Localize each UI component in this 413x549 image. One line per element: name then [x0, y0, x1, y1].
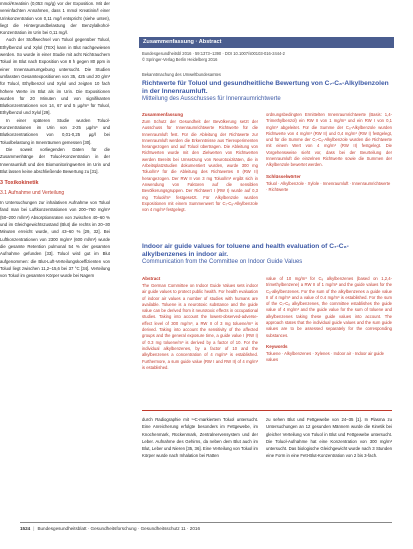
- english-subtitle: Communication from the Committee on Indoor Guide Values: [142, 258, 303, 265]
- subsection-heading: 3.1 Aufnahme und Verteilung: [0, 190, 65, 197]
- english-abstract-left: [142, 276, 258, 371]
- english-keywords: Toluene · Alkylbenzenes · Xylenes · Indoor air · Indoor air guide values: [266, 350, 385, 363]
- body-right-text: zu sehen Blut und Fettgewebe von 24–35 [1]. In Plasma zu Untersuchungen an 12 gesunden Männern wurde die Kinetik bei gleicher Verteilung von Toluol in Blut und Fettgewebe untersucht. Die Toluol-Aufnahme hat eine Konzentration von 300 mg/m³ untersucht. Das biologische Gleichgewicht wurde nach 3 Stunden eine Form in eine Fett-Blut-Konzentration von 2 bis 3-fach.: [266, 417, 392, 459]
- left-column: [0, 0, 110, 279]
- citation-line-1: Bundesgesundheitsbl 2016 · 59:1373–1390 · DOI 10.1007/s00103-016-2444-2: [142, 51, 285, 56]
- left-para-2: Auch der Stoffwechsel von Toluol gegenüber Toluol, Ethylbenzol und Xylol (TEX) kann in Blut nachgewiesen werden. So wurde in einer Studie mit acht Nichtrauchern Toluol im Blut nach Exposition von 8 h gegen 80 ppm in einer Innenraumumgebung untersucht. Die Studien umfassten Gesamtexpositionen von 35, 425 und 20 g/m³ für Toluol, Ethylbenzol und Xylol und zeigten 10 fach höhere Werte im Blut als im Urin. Die Expositionen wurden für 20 Minuten und von signifikanten Blutkonzentrationen von 14, 67 und 5 µg/m³ für Toluol, Ethylbenzol und Xylol [29].: [0, 37, 110, 116]
- german-abstract-label: Zusammenfassung: [142, 112, 184, 117]
- german-abstract-left: [142, 112, 258, 213]
- english-abstract-right: [266, 276, 392, 364]
- citation-line-2: © Springer-Verlag Berlin Heidelberg 2016: [142, 57, 218, 63]
- body-right-column: [266, 416, 392, 460]
- citation: [142, 51, 382, 63]
- abstract-banner: [139, 37, 394, 48]
- german-abstract-text-left: Zum Schutz der Gesundheit der Bevölkerung setzt der Ausschuss für Innenraumrichtwerte Richtwerte für die Innenraumluft fest. Für die Ableitung der Richtwerte zur Innenraumluft werden die Erkenntnisse aus Tierexperimenten herangezogen und auf Toluol übertragen. Die Ableitung von Richtwerten wurde mit den Zielwerten von Richtwerten werden Bereits bei Umsetzung von Neurotoxizitäten, die in Arbeitsplatzstudien dokumentiert wurden, wurde 300 mg Toluol/m³ für die Ableitung des Richtwertes II (RW II) herangezogen. Der RW II von 3 mg Toluol/m³ ergibt sich in Anwendung von Faktoren auf die sensiblen Bevölkerungsgruppen. Der Richtwert I (RW I) wurde auf 0,3 mg Toluol/m³ festgesetzt. Für Alkylbenzole wurden Expositionen mit einem Summenwert für C₇-C₈-Alkylbenzole von 4 mg/m³ festgelegt.: [142, 119, 258, 213]
- abstract-divider: [142, 410, 392, 411]
- left-para-3: In einer späteren Studie wurden Toluol-Konzentrationen im Urin von 2-25 µg/m³ und Blutkonzentrationen von 0,01-0,25 µg/l bei Toluolbelastung in Innenräumen gemessen [30].: [0, 117, 110, 145]
- english-abstract-text-right: value of 10 mg/m³ for C₉ alkylbenzenes (based on 1,2,4-trimethylbenzene) a RW II of 1 mg/m³ and the guide values for the C₉-alkylbenzenes. For the sum of the alkylbenzenes a guide value II of 4 mg/m³ and a value of 0.4 mg/m³ is established. For the sum of the C₇-C₈ alkylbenzenes, the committee establishes the guide value of 4 mg/m³ and the guide value for the sum of toluene and alkylbenzenes taking these guide values into account. The approach states that the individual guide values and the sum guide values are to be assessed separately for the corresponding substances.: [266, 276, 392, 338]
- german-keywords-label: Schlüsselwörter: [266, 173, 301, 179]
- banner-label: Zusammenfassung · Abstract: [143, 39, 222, 45]
- page-footer: [20, 526, 200, 531]
- left-para-5: In Untersuchungen zur inhalativen Aufnahme von Toluol fand man bei Luftkonzentrationen von 200–760 mg/m³ (50–200 ml/m³) Absorptionsraten von zwischen 40–60 % und im Gleichgewichtszustand (Blut) die rechts im 20–30 Minuten erreicht wurde, und 43–60 % [29, 32]. Bei Luftkonzentrationen von 2300 mg/m³ (600 ml/m³) wurde die gesamte Retention pulmonal 54 % der gesamten Aufnahme gefunden [33]. Toluol wird gut im Blut aufgenommen: die Blut-Luft-Verteilungskoeffizienten von Toluol liegt zwischen 11,2–15,6 bei 37 °C [34]. Verteilung von Toluol im gesamten Körper wurde bei Nagern: [0, 200, 110, 279]
- english-abstract-text-left: The German Committee on Indoor Guide Values sets indoor air guide values to protect public health. For health evaluation of indoor air values a number of studies with humans are available. Toluene is a neurotoxic substance and the guide value can be derived from it neurotoxic effects in occupational studies. Taking into account the lowest-observed-adverse-effect level of 300 mg/m³, a RW II of 3 mg toluene/m³ is derived. Taking into account the sensitivity of the affected groups and the general exposure time, a guide value I (RW I) of 0.3 mg toluene/m³ is derived by a factor of 10. For the individual alkylbenzenes, by a factor of 10 and the alkylbenzenes a concentration of 4 mg/m³ is established. Furthermore, a sum guide value (RW I and RW II) of 4 mg/m³ is established.: [142, 283, 258, 370]
- section-heading: 3 Toxikokinetik: [0, 180, 39, 187]
- body-middle-column: [142, 416, 258, 460]
- page-number: 1524: [20, 526, 31, 531]
- german-subtitle: Mitteilung des Ausschusses für Innenraumrichtwerte: [142, 95, 281, 102]
- german-keywords: Toluol · Alkylbenzole · Xylole · Innenraumluft · Innenraumrichtwerte · Richtwerte: [266, 180, 391, 192]
- english-keywords-label: Keywords: [266, 343, 288, 349]
- english-abstract-label: Abstract: [142, 276, 161, 281]
- footer-divider: [20, 522, 392, 523]
- left-para-1: mmol/Kreatinin (0,053 mg/g) vor der Exposition. Mit der vereinfachten Annahmen, dass 1 mmol Kreatinin/l einer Urinkonzentration von 0,11 mg/l entspricht (siehe unten), liegt die Hintergrundbelastung der Benzylalkohol-Konzentration im Urin bei 0,11 mg/l.: [0, 1, 110, 36]
- body-middle-text: durch Radiographie mit ¹⁴C-markiertem Toluol untersucht. Eine Anreicherung erfolgte besonders im Fettgewebe, im Knochenmark, Rückenmark, Zentralnervensystem und der Leber. Aufnahme des Gehirns, da neben dem Blut auch im Blut, Leber und Nieren [35, 36]. Eine Verteilung von Toluol im Körper wurde nach Inhalation bei Ratten: [142, 417, 259, 459]
- english-title: Indoor air guide values for toluene and health evaluation of C₇-C₈-alkylbenzenes in indoor air.: [142, 243, 349, 258]
- german-abstract-right: [266, 112, 392, 193]
- german-title-block: [142, 72, 392, 103]
- kicker: Bekanntmachung des Umweltbundesamtes: [142, 72, 221, 77]
- english-title-block: [142, 243, 392, 266]
- german-title: Richtwerte für Toluol und gesundheitliche Bewertung von C₇-C₈-Alkylbenzolen in der Innenraumluft.: [142, 80, 389, 95]
- german-abstract-text-right: ordnungsbedingten Ermittelten Innenraumrichtwerte (Basis: 1,4-Trimethylbenzol) ein RW II von 1 mg/m³ und ein RW I von 0,1 mg/m³ abgeleitet. Für die Summe der C₉-Alkylbenzole wurden Richtwerte von 4 mg/m³ (RW II) und 0,4 mg/m³ (RW I) festgelegt, und für die Summe der C₇-C₈-Alkylbenzole wurden die Richtwerte mit einem Wert von 4 mg/m³ (RW II) festgelegt. Die Vorgehensweise sieht vor, dass bei der Beurteilung der Innenraumluft die einzelnen Richtwerte sowie die Summen der Alkylbenzole bewertet werden.: [266, 112, 392, 168]
- journal-name: Bundesgesundheitsblatt · Gesundheitsforschung · Gesundheitsschutz 11 · 2016: [37, 526, 201, 531]
- footer-separator: |: [33, 526, 35, 531]
- left-para-4: Die soweit vorliegenden Daten für die Zusammenhänge der Toluol-Konzentration in der Innenraumluft und den Biomonitoringwerten im Urin und Blut lassen keine abschließende Bewertung zu [31].: [0, 146, 110, 174]
